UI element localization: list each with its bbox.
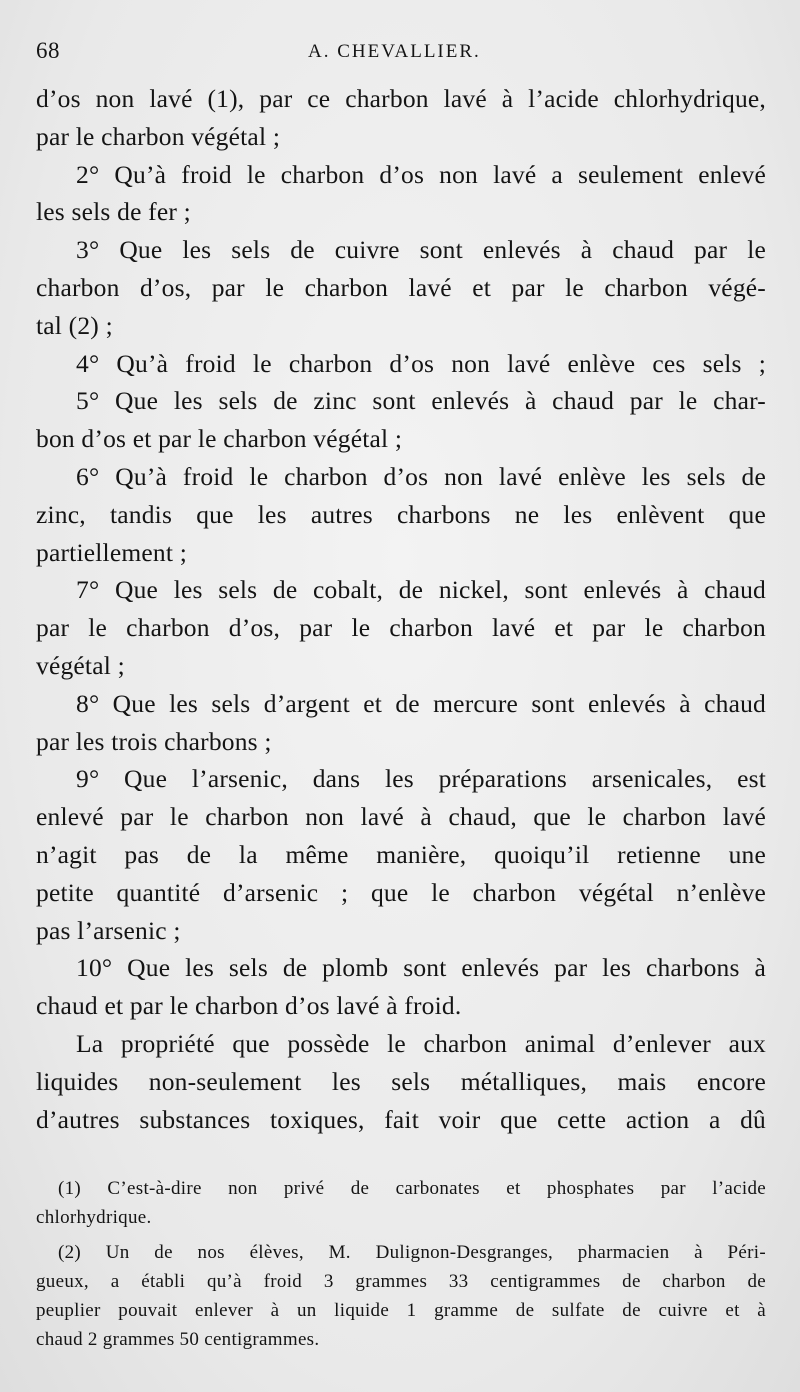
page-header bbox=[36, 38, 780, 72]
body-line: partiellement ; bbox=[36, 537, 187, 567]
body-line: par le charbon d’os, par le charbon lavé et par le charbon bbox=[36, 613, 766, 643]
footnote-line: gueux, a établi qu’à froid 3 grammes 33 centigrammes de charbon de bbox=[36, 1271, 766, 1292]
list-item-7: 7° Que les sels de cobalt, de nickel, sont enlevés à chaud bbox=[76, 575, 766, 605]
page-number: 68 bbox=[36, 38, 60, 63]
paragraph-start: La propriété que possède le charbon animal d’enlever aux bbox=[76, 1028, 766, 1058]
body-line: tal (2) ; bbox=[36, 310, 113, 340]
list-item-9: 9° Que l’arsenic, dans les préparations arsenicales, est bbox=[76, 764, 766, 794]
list-item-5: 5° Que les sels de zinc sont enlevés à chaud par le char- bbox=[76, 386, 766, 416]
list-item-8: 8° Que les sels d’argent et de mercure sont enlevés à chaud bbox=[76, 688, 766, 718]
footnotes bbox=[36, 1174, 766, 1354]
body-line: par le charbon végétal ; bbox=[36, 121, 281, 151]
list-item-2: 2° Qu’à froid le charbon d’os non lavé a seulement enlevé bbox=[76, 159, 766, 189]
body-line: les sels de fer ; bbox=[36, 197, 191, 227]
body-line: par les trois charbons ; bbox=[36, 726, 272, 756]
list-item-6: 6° Qu’à froid le charbon d’os non lavé enlève les sels de bbox=[76, 461, 766, 491]
body-text bbox=[36, 80, 766, 1138]
footnote-1: (1) C’est-à-dire non privé de carbonates et phosphates par l’acide bbox=[58, 1178, 766, 1199]
footnote-2: (2) Un de nos élèves, M. Dulignon-Desgranges, pharmacien à Péri- bbox=[58, 1242, 766, 1263]
body-line: liquides non-seulement les sels métalliques, mais encore bbox=[36, 1066, 766, 1096]
body-line: petite quantité d’arsenic ; que le charbon végétal n’enlève bbox=[36, 877, 766, 907]
body-line: zinc, tandis que les autres charbons ne les enlèvent que bbox=[36, 499, 766, 529]
footnote-line: peuplier pouvait enlever à un liquide 1 gramme de sulfate de cuivre et à bbox=[36, 1300, 766, 1321]
footnote-line: chlorhydrique. bbox=[36, 1207, 152, 1228]
body-line: charbon d’os, par le charbon lavé et par le charbon végé- bbox=[36, 272, 766, 302]
body-line: pas l’arsenic ; bbox=[36, 915, 181, 945]
body-line: d’os non lavé (1), par ce charbon lavé à l’acide chlorhydrique, bbox=[36, 84, 766, 113]
list-item-10: 10° Que les sels de plomb sont enlevés par les charbons à bbox=[76, 953, 766, 983]
body-line: végétal ; bbox=[36, 650, 125, 680]
body-line: enlevé par le charbon non lavé à chaud, que le charbon lavé bbox=[36, 802, 766, 832]
body-line: bon d’os et par le charbon végétal ; bbox=[36, 424, 403, 454]
body-line: chaud et par le charbon d’os lavé à froid. bbox=[36, 991, 462, 1021]
running-head: A. CHEVALLIER. bbox=[308, 41, 481, 62]
list-item-3: 3° Que les sels de cuivre sont enlevés à chaud par le bbox=[76, 235, 766, 265]
footnote-line: chaud 2 grammes 50 centigrammes. bbox=[36, 1329, 320, 1350]
body-line: d’autres substances toxiques, fait voir que cette action a dû bbox=[36, 1104, 766, 1134]
list-item-4: 4° Qu’à froid le charbon d’os non lavé enlève ces sels ; bbox=[76, 348, 766, 378]
body-line: n’agit pas de la même manière, quoiqu’il retienne une bbox=[36, 839, 766, 869]
